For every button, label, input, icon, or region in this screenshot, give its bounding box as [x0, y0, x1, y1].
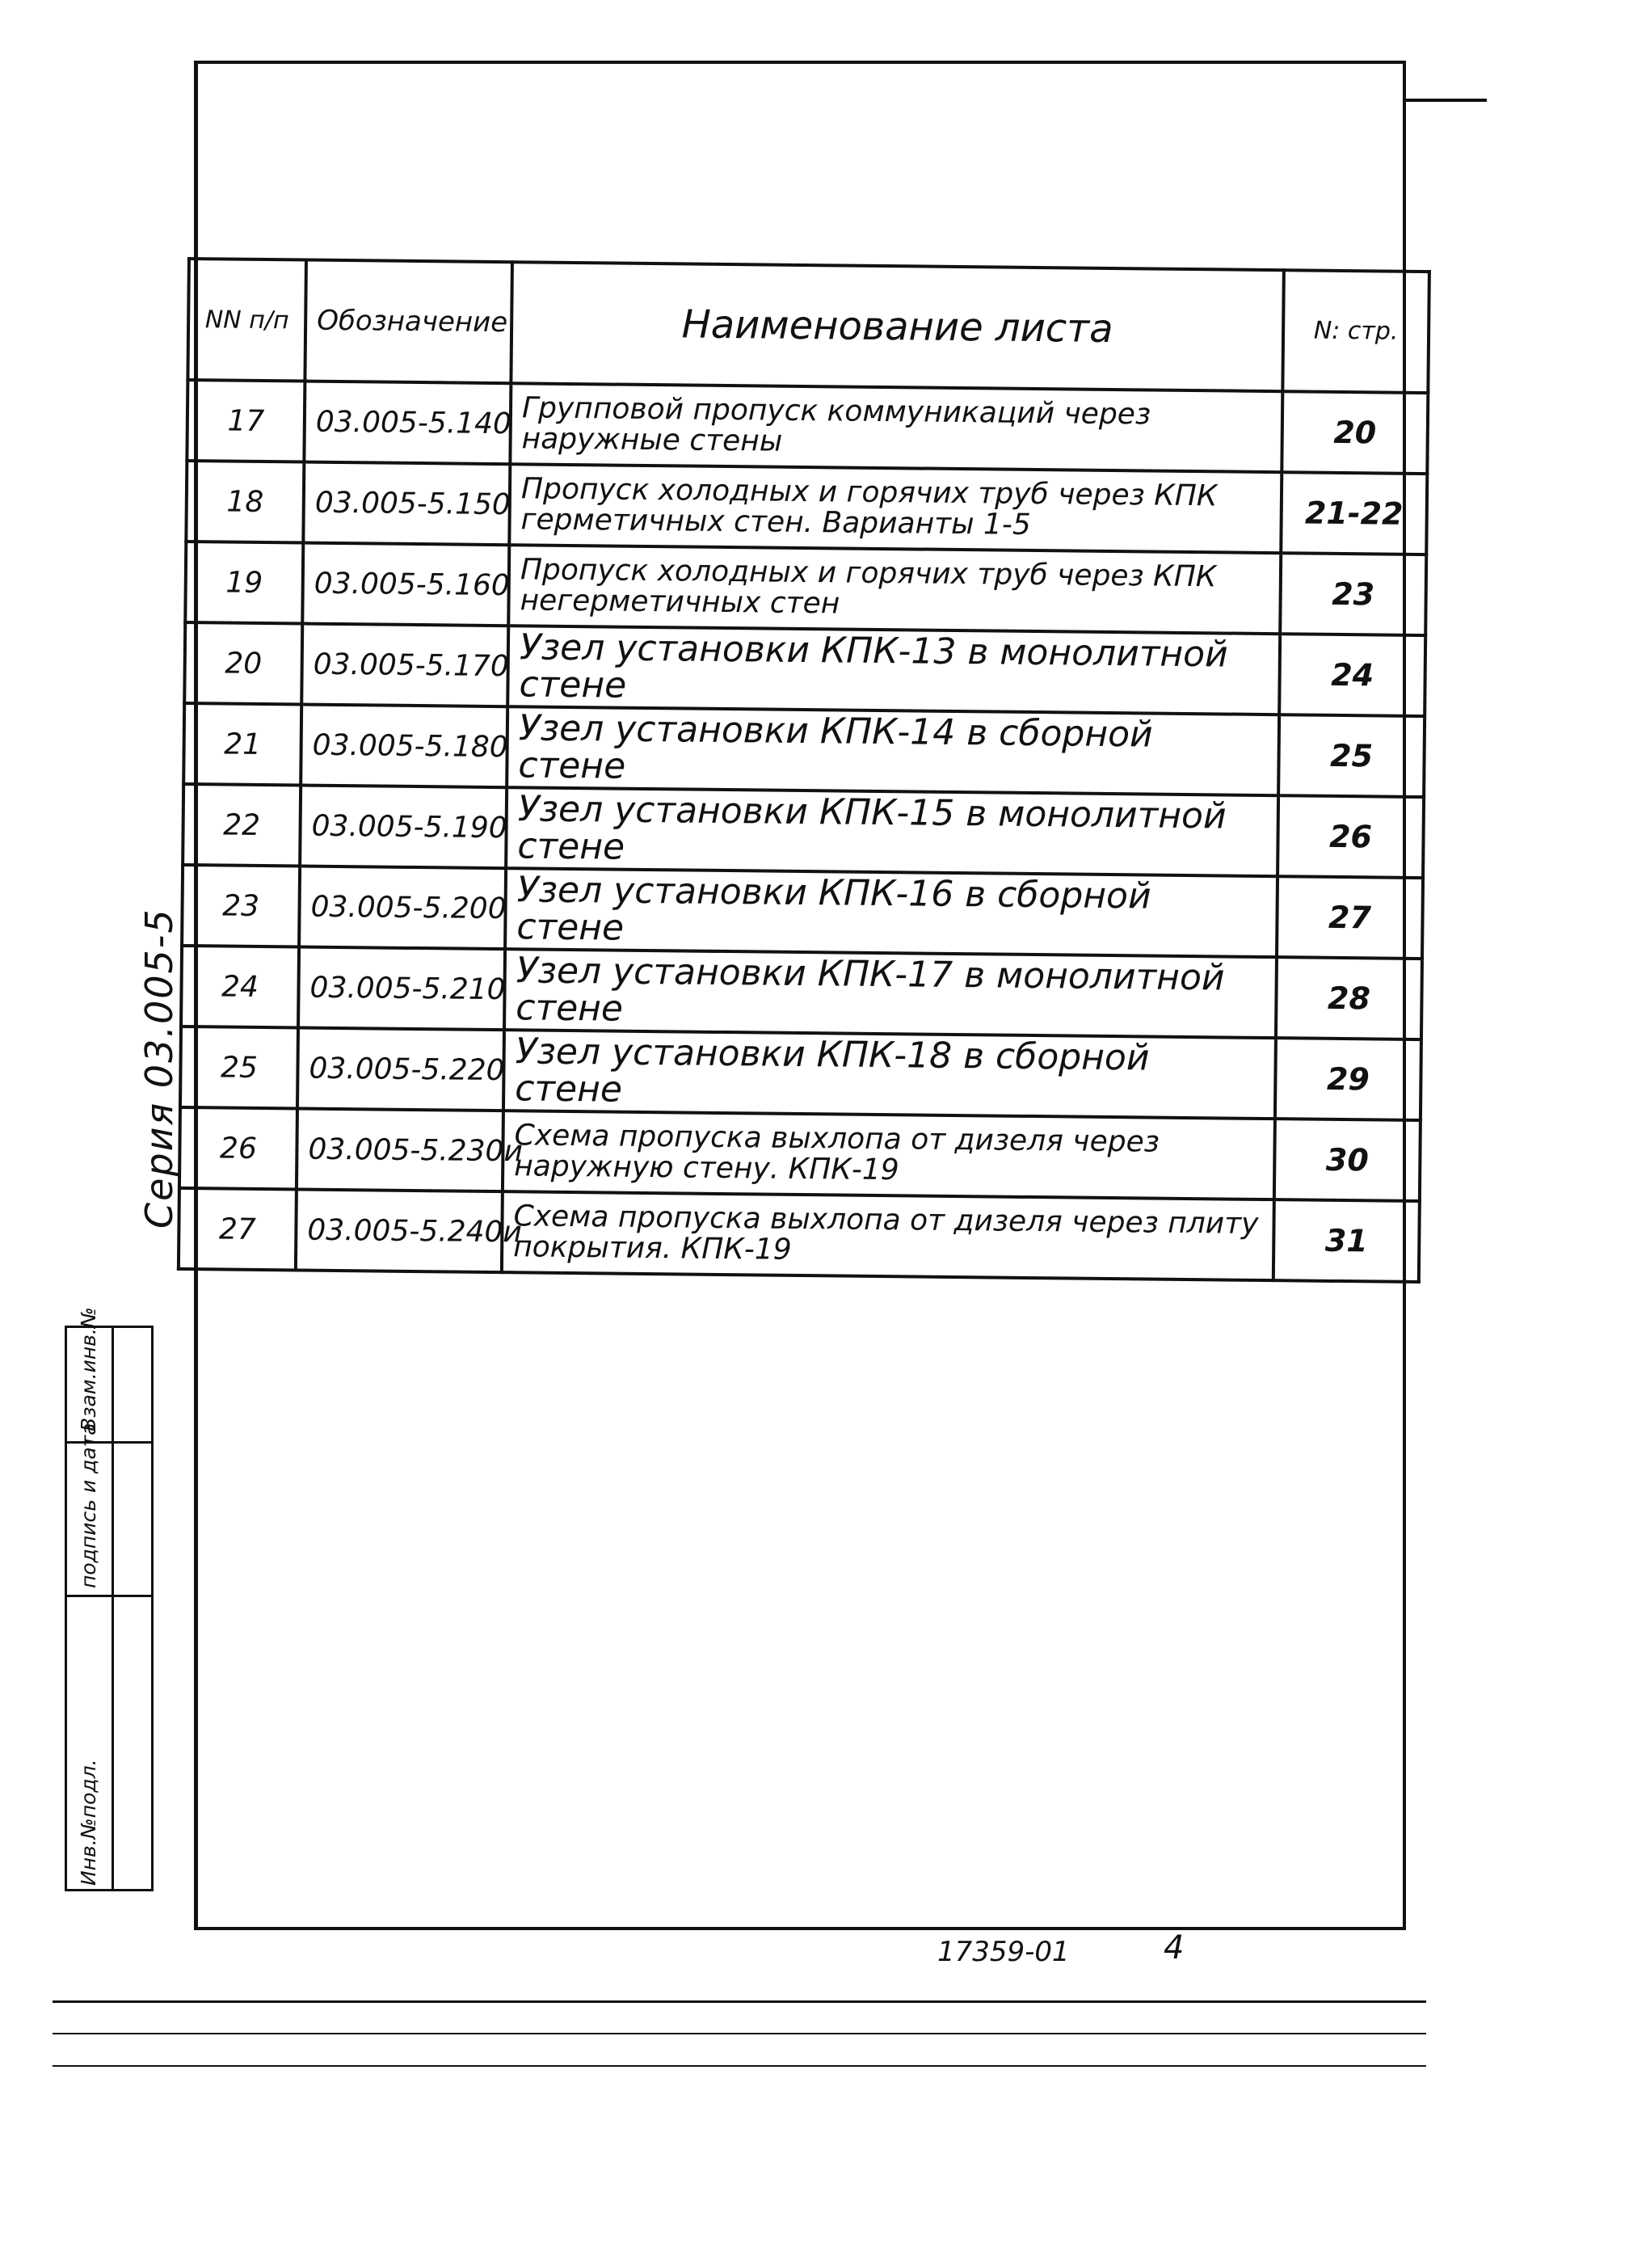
row-name: Узел установки КПК-18 в сборной стене [503, 1030, 1276, 1119]
table-row [183, 784, 1424, 878]
row-num: 19 [185, 542, 303, 624]
row-page: 27 [1277, 876, 1423, 959]
row-num: 24 [181, 946, 299, 1028]
row-page: 20 [1282, 391, 1428, 474]
table-row [185, 542, 1426, 635]
table-row [187, 380, 1428, 474]
stamp-inv-no-podl: Инв.№подл. [77, 1759, 100, 1886]
document-number: 17359-01 [937, 1936, 1070, 1968]
row-num: 27 [179, 1188, 297, 1271]
table-header-row [187, 259, 1429, 393]
table-row [179, 1188, 1420, 1282]
row-code: 03.005-5.140 [304, 382, 511, 465]
row-name: Узел установки КПК-17 в монолитной стене [504, 949, 1277, 1038]
row-name: Узел установки КПК-15 в монолитной стене [506, 787, 1278, 876]
table-row [181, 946, 1422, 1039]
row-code: 03.005-5.200 [299, 866, 506, 949]
row-name: Узел установки КПК-16 в сборной стене [505, 868, 1278, 957]
row-code: 03.005-5.220 [297, 1027, 504, 1111]
header-code: Обозначение [305, 260, 512, 384]
side-stamp [65, 1307, 154, 1891]
row-page: 31 [1273, 1199, 1420, 1282]
row-name: Узел установки КПК-13 в монолитной стене [507, 626, 1280, 715]
row-page: 23 [1280, 553, 1426, 635]
header-name: Наименование листа [511, 262, 1284, 391]
stamp-row-divider [67, 1595, 151, 1597]
row-page: 24 [1279, 634, 1425, 716]
row-name: Пропуск холодных и горячих труб через КПК негерметичных стен [508, 545, 1281, 634]
table-row [186, 461, 1427, 554]
bottom-rule-line [53, 2033, 1426, 2034]
row-page: 25 [1278, 715, 1425, 797]
contents-table [177, 257, 1431, 1284]
row-page: 26 [1278, 795, 1424, 878]
row-num: 20 [184, 622, 302, 705]
row-page: 28 [1276, 957, 1422, 1039]
row-name: Пропуск холодных и горячих труб через КПК герметичных стен. Варианты 1-5 [509, 464, 1282, 553]
table-row [180, 1027, 1421, 1120]
series-label: Серия 03.005-5 [137, 908, 181, 1229]
row-num: 18 [186, 461, 304, 543]
frame-top-extension [1406, 99, 1487, 102]
row-code: 03.005-5.160 [302, 543, 509, 626]
header-num: NN п/п [187, 259, 306, 382]
sheet-number: 4 [1164, 1929, 1185, 1967]
row-code: 03.005-5.190 [300, 786, 507, 869]
row-num: 25 [180, 1027, 298, 1109]
bottom-rule-line [53, 2065, 1426, 2067]
row-num: 23 [182, 865, 300, 947]
row-name: Схема пропуска выхлопа от дизеля через наружную стену. КПК-19 [503, 1111, 1275, 1199]
row-name: Схема пропуска выхлопа от дизеля через плиту покрытия. КПК-19 [502, 1191, 1274, 1280]
row-num: 17 [187, 380, 305, 462]
table-row [182, 865, 1423, 959]
row-code: 03.005-5.150 [303, 462, 510, 546]
row-code: 03.005-5.240и [296, 1189, 503, 1272]
row-code: 03.005-5.180 [301, 705, 507, 788]
row-page: 30 [1274, 1119, 1421, 1201]
table-row [179, 1107, 1421, 1201]
row-name: Узел установки КПК-14 в сборной стене [507, 706, 1279, 795]
row-name: Групповой пропуск коммуникаций через наружные стены [510, 383, 1282, 472]
row-page: 29 [1275, 1038, 1421, 1120]
row-code: 03.005-5.170 [301, 624, 508, 707]
row-code: 03.005-5.230и [297, 1108, 503, 1191]
stamp-podpis-i-data: подпись и дата [77, 1423, 100, 1588]
table-row [183, 703, 1425, 797]
row-code: 03.005-5.210 [298, 946, 505, 1030]
bottom-rule-line [53, 2000, 1426, 2003]
header-page: N: стр. [1282, 270, 1429, 393]
row-num: 21 [183, 703, 301, 786]
row-num: 26 [179, 1107, 297, 1190]
row-num: 22 [183, 784, 301, 866]
row-page: 21-22 [1281, 472, 1427, 554]
stamp-vzam-inv-no: Взам.инв.№ [77, 1307, 100, 1431]
table-row [184, 622, 1425, 716]
